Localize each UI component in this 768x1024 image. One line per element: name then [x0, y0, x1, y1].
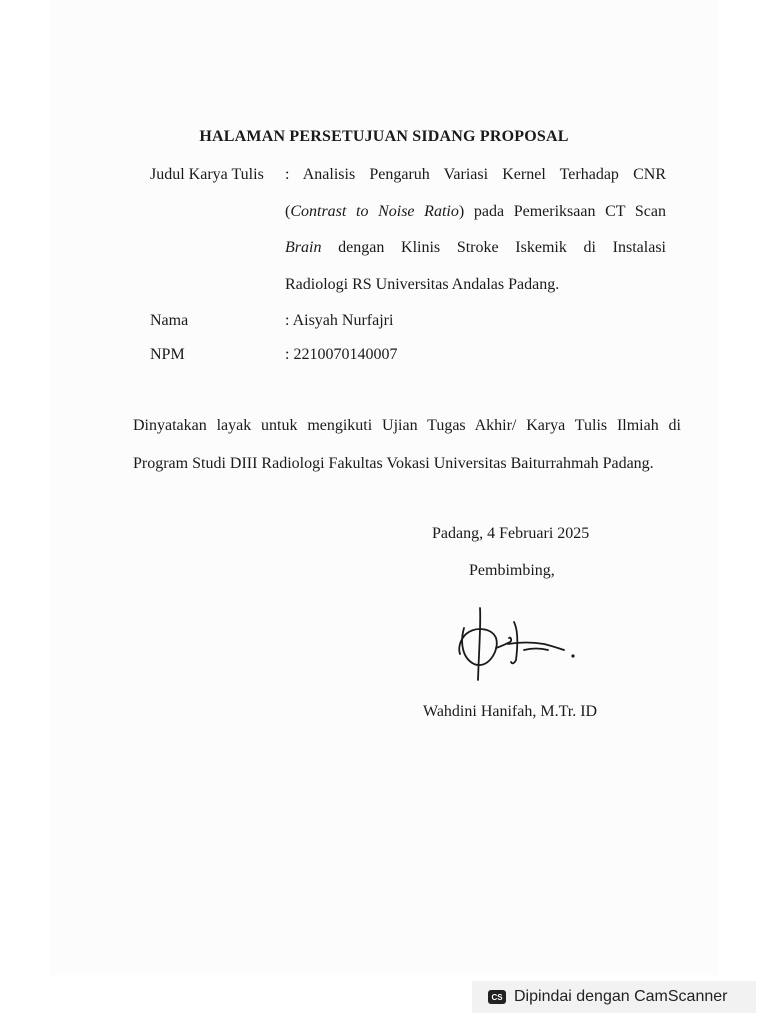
judul-line-2: [285, 203, 666, 221]
camscanner-text: Dipindai dengan CamScanner: [514, 988, 728, 1005]
paper-sheet: [50, 0, 718, 975]
signer-role: Pembimbing,: [469, 562, 555, 579]
handwritten-signature: [448, 604, 588, 684]
place-date: Padang, 4 Februari 2025: [432, 525, 590, 542]
signer-name: Wahdini Hanifah, M.Tr. ID: [423, 703, 598, 720]
judul-line-3: [285, 239, 666, 257]
npm-label: NPM: [150, 346, 185, 363]
nama-value: : Aisyah Nurfajri: [285, 312, 394, 329]
judul-line-3-rest: dengan Klinis Stroke Iskemik di Instalasi: [321, 239, 666, 256]
judul-line-3-italic: Brain: [285, 239, 322, 256]
npm-value: : 2210070140007: [285, 346, 398, 363]
judul-line-4: Radiologi RS Universitas Andalas Padang.: [285, 276, 560, 293]
camscanner-logo-icon: CS: [488, 990, 506, 1004]
judul-line-2-italic: Contrast to Noise Ratio: [290, 203, 459, 220]
judul-line-2-rest: ) pada Pemeriksaan CT Scan: [458, 203, 666, 220]
statement-line-2: Program Studi DIII Radiologi Fakultas Vokasi Universitas Baiturrahmah Padang.: [133, 455, 654, 472]
judul-label: Judul Karya Tulis: [150, 166, 264, 183]
page-title: HALAMAN PERSETUJUAN SIDANG PROPOSAL: [199, 128, 569, 145]
judul-line-1: : Analisis Pengaruh Variasi Kernel Terhadap CNR: [285, 166, 666, 183]
statement-line-1: Dinyatakan layak untuk mengikuti Ujian Tugas Akhir/ Karya Tulis Ilmiah di: [133, 417, 681, 434]
camscanner-watermark: [472, 981, 756, 1013]
nama-label: Nama: [150, 312, 189, 329]
judul-line-2-open: (: [285, 203, 291, 220]
